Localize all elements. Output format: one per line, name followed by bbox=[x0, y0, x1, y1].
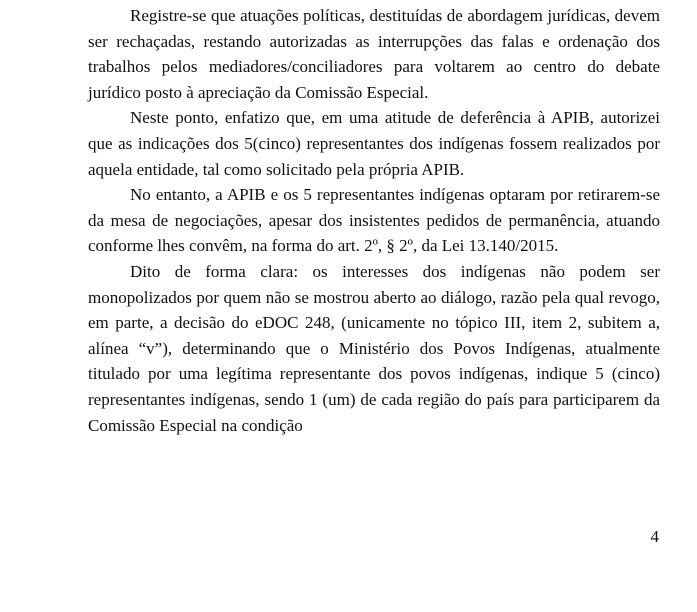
paragraph-3: No entanto, a APIB e os 5 representantes indígenas optaram por retirarem-se da mesa de negociações, apesar dos insistentes pedidos de permanência, atuando conforme lhes convêm, na forma do art. 2º, § 2º, da Lei 13.140/2015. bbox=[88, 185, 660, 256]
document-body bbox=[88, 3, 660, 438]
page-number: 4 bbox=[650, 527, 659, 546]
paragraph-2: Neste ponto, enfatizo que, em uma atitude de deferência à APIB, autorizei que as indicações dos 5(cinco) representantes dos indígenas fossem realizados por aquela entidade, tal como solicitado pela própria APIB. bbox=[88, 108, 660, 179]
paragraph-1: Registre-se que atuações políticas, destituídas de abordagem jurídicas, devem ser rechaçadas, restando autorizadas as interrupções das falas e ordenação dos trabalhos pelos mediadores/conciliadores para voltarem ao centro do debate jurídico posto à apreciação da Comissão Especial. bbox=[88, 6, 660, 102]
paragraph-4: Dito de forma clara: os interesses dos indígenas não podem ser monopolizados por quem não se mostrou aberto ao diálogo, razão pela qual revogo, em parte, a decisão do eDOC 248, (unicamente no tópico III, item 2, subitem a, alínea “v”), determinando que o Ministério dos Povos Indígenas, atualmente titulado por uma legítima representante dos povos indígenas, indique 5 (cinco) representantes indígenas, sendo 1 (um) de cada região do país para participarem da Comissão Especial na condição bbox=[88, 261, 660, 435]
